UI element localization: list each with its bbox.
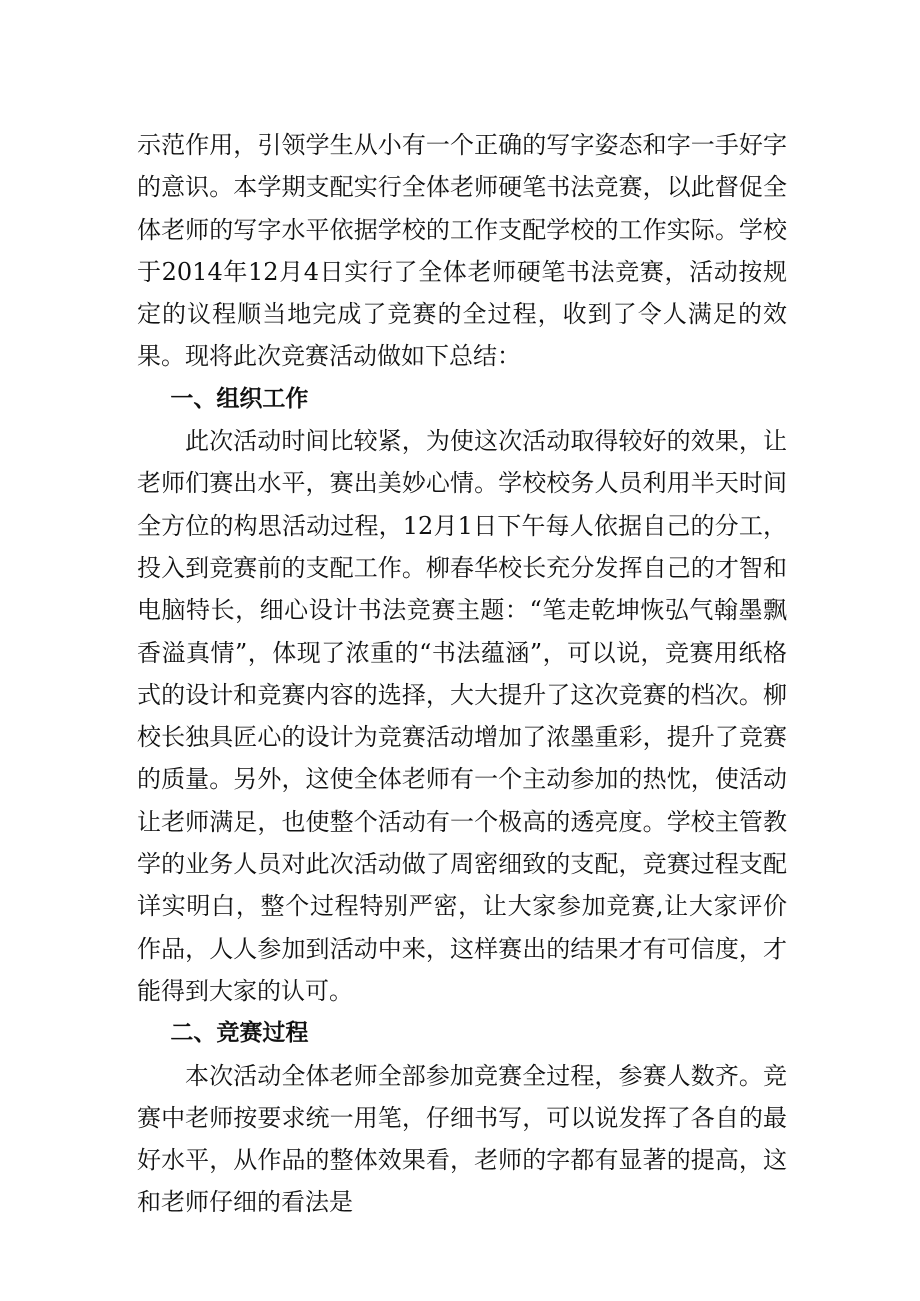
section-heading-process: 二、竞赛过程 <box>170 1020 309 1047</box>
paragraph-intro: 示范作用，引领学生从小有一个正确的写字姿态和字一手好字的意识。本学期支配实行全体老师硬笔书法竞赛，以此督促全体老师的写字水平依据学校的工作支配学校的工作实际。学校于2014年12月4日实行了全体老师硬笔书法竞赛，活动按规定的议程顺当地完成了竞赛的全过程，收到了令人满足的效果。现将此次竞赛活动做如下总结： <box>137 131 787 371</box>
section-heading-organization: 一、组织工作 <box>170 385 309 412</box>
document-body <box>137 124 787 1224</box>
paragraph-organization: 此次活动时间比较紧，为使这次活动取得较好的效果，让老师们赛出水平，赛出美妙心情。学校校务人员利用半天时间全方位的构思活动过程，12月1日下午每人依据自己的分工，投入到竞赛前的支配工作。柳春华校长充分发挥自己的才智和电脑特长，细心设计书法竞赛主题：“笔走乾坤恢弘气翰墨飘香溢真情”，体现了浓重的“书法蕴涵”，可以说，竞赛用纸格式的设计和竞赛内容的选择，大大提升了这次竞赛的档次。柳校长独具匠心的设计为竞赛活动增加了浓墨重彩，提升了竞赛的质量。另外，这使全体老师有一个主动参加的热忱，使活动让老师满足，也使整个活动有一个极高的透亮度。学校主管教学的业务人员对此次活动做了周密细致的支配，竞赛过程支配详实明白，整个过程特别严密，让大家参加竞赛,让大家评价作品，人人参加到活动中来，这样赛出的结果才有可信度，才能得到大家的认可。 <box>137 427 787 1005</box>
paragraph-process: 本次活动全体老师全部参加竞赛全过程，参赛人数齐。竞赛中老师按要求统一用笔，仔细书写，可以说发挥了各自的最好水平，从作品的整体效果看，老师的字都有显著的提高，这和老师仔细的看法是 <box>137 1061 787 1217</box>
